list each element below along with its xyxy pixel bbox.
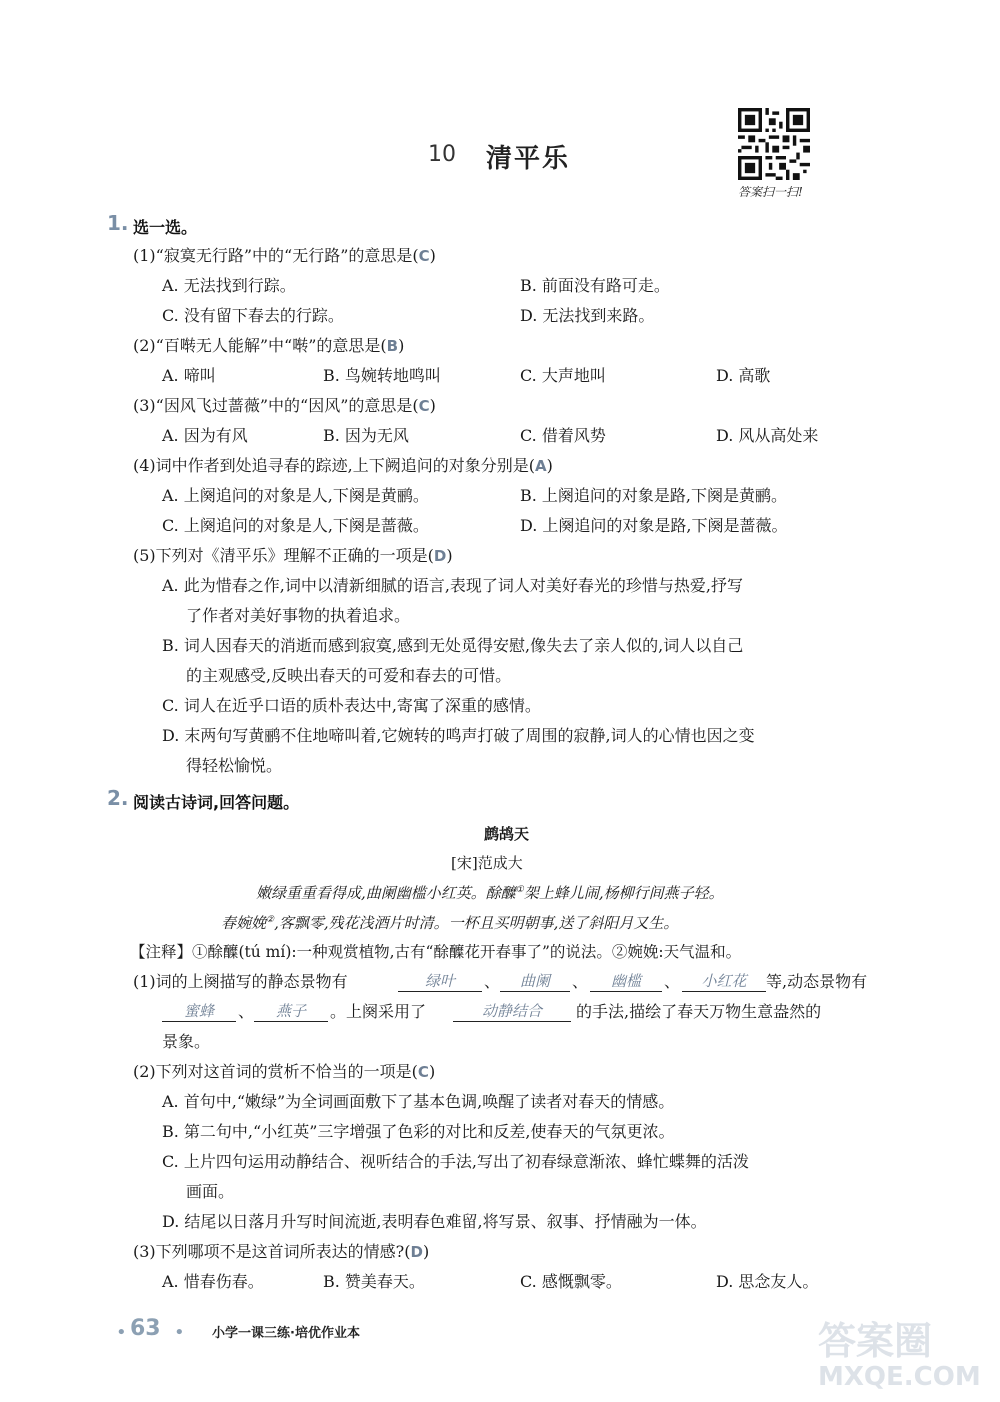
section-2-number: 2. [107,786,129,810]
poem-author: [宋]范成大 [451,854,523,872]
option: C. 没有留下春去的行踪。 [162,306,344,325]
option: D. 风从高处来 [716,426,819,445]
option: A. 上阕追问的对象是人,下阕是黄鹂。 [162,486,429,505]
fill-question-stem-d: 的手法,描绘了春天万物生意盎然的 [576,1002,822,1021]
lesson-number: 10 [428,142,456,167]
poem-title: 鹧鸪天 [484,825,530,843]
separator: 、 [572,972,589,991]
option: B. 上阕追问的对象是路,下阕是黄鹂。 [520,486,788,505]
question-stem-text: (2)“百啭无人能解”中“啭”的意思是( [133,336,387,355]
fill-blank[interactable]: 曲阑 [500,971,570,992]
option-line: D. 末两句写黄鹂不住地啼叫着,它婉转的鸣声打破了周围的寂静,词人的心情也因之变 [162,726,755,745]
option: B. 因为无风 [323,426,409,445]
option-line: A. 此为惜春之作,词中以清新细腻的语言,表现了词人对美好春光的珍惜与热爱,抒写 [162,576,743,595]
option-line: 得轻松愉悦。 [186,756,283,775]
fill-blank[interactable]: 动静结合 [453,1001,571,1022]
lesson-title: 清平乐 [486,144,571,174]
option: B. 鸟婉转地鸣叫 [323,366,441,385]
fill-question-stem-a: (1)词的上阕描写的静态景物有 [133,972,348,991]
separator: 、 [238,1002,255,1021]
poem-line-1 [256,882,724,903]
page-number: 63 [130,1316,161,1341]
option: A. 无法找到行踪。 [162,276,296,295]
option-line: B. 词人因春天的消逝而感到寂寞,感到无处觅得安慰,像失去了亲人似的,词人以自己 [162,636,744,655]
poem-note: 【注释】①酴醾(tú mí):一种观赏植物,古有“酴醾花开春事了”的说法。②婉娩:天气温和。 [130,943,742,961]
answer-mark: D [410,1243,423,1261]
option-line: C. 上片四句运用动静结合、视听结合的手法,写出了初春绿意渐浓、蜂忙蝶舞的活泼 [162,1152,749,1171]
answer-mark: A [535,457,547,475]
qr-caption: 答案扫一扫! [738,185,803,199]
question-1-stem: (1)“寂寞无行路”中的“无行路”的意思是(C) [133,246,436,265]
fill-question-stem-b: 等,动态景物有 [766,972,868,991]
option-line: D. 结尾以日落月升写时间流逝,表明春色难留,将写景、叙事、抒情融为一体。 [162,1212,707,1231]
question-2-2-stem: (2)下列对这首词的赏析不恰当的一项是(C) [133,1062,436,1081]
fill-blank[interactable]: 绿叶 [398,971,482,992]
poem-line-text: ,客飘零,残花浅酒片时清。一杯且买明朝事,送了斜阳月又生。 [274,914,679,932]
question-stem-text: (3)下列哪项不是这首词所表达的情感?( [133,1242,411,1261]
answer-mark: D [433,547,447,565]
option: D. 无法找到来路。 [520,306,655,325]
option-line: 了作者对美好事物的执着追求。 [186,606,411,625]
option-line: B. 第二句中,“小红英”三字增强了色彩的对比和反差,使春天的气氛更浓。 [162,1122,675,1141]
question-stem-text: (2)下列对这首词的赏析不恰当的一项是( [133,1062,418,1081]
option-line: A. 首句中,“嫩绿”为全词画面敷下了基本色调,唤醒了读者对春天的情感。 [162,1092,675,1111]
fill-blank[interactable]: 蜜蜂 [162,1001,236,1022]
poem-line-text: 嫩绿重重看得成,曲阑幽槛小红英。酴醾 [256,884,516,902]
question-stem-text: (1)“寂寞无行路”中的“无行路”的意思是( [133,246,419,265]
footnote-marker: ① [515,885,524,895]
answer-mark: B [386,337,399,355]
separator: 、 [664,972,681,991]
option-line: 画面。 [186,1182,235,1201]
option: A. 因为有风 [162,426,248,445]
question-stem-text: (4)词中作者到处追寻春的踪迹,上下阙追问的对象分别是( [133,456,535,475]
question-4-stem: (4)词中作者到处追寻春的踪迹,上下阙追问的对象分别是(A) [133,456,553,475]
question-stem-text: (5)下列对《清平乐》理解不正确的一项是( [133,546,434,565]
option: B. 前面没有路可走。 [520,276,670,295]
footer-dot-icon: • [174,1322,185,1343]
footnote-marker: ② [266,915,275,925]
answer-mark: C [418,247,430,265]
section-2-title: 阅读古诗词,回答问题。 [133,793,300,812]
qr-code-icon[interactable] [738,108,810,180]
option: D. 上阕追问的对象是路,下阕是蔷薇。 [520,516,788,535]
fill-question-stem-e: 景象。 [162,1032,211,1051]
poem-line-text: 春婉娩 [221,914,267,932]
option: C. 上阕追问的对象是人,下阕是蔷薇。 [162,516,429,535]
question-stem-text: (3)“因风飞过蔷薇”中的“因风”的意思是( [133,396,419,415]
section-1-title: 选一选。 [133,218,198,237]
option: A. 啼叫 [162,366,216,385]
option: C. 借着风势 [520,426,606,445]
option: C. 感慨飘零。 [520,1272,622,1291]
option: B. 赞美春天。 [323,1272,425,1291]
option-line: C. 词人在近乎口语的质朴表达中,寄寓了深重的感情。 [162,696,541,715]
fill-blank[interactable]: 幽槛 [590,971,662,992]
watermark-logo: 答案圈 [818,1319,933,1363]
poem-line-text: 架上蜂儿闹,杨柳行间燕子轻。 [523,884,724,902]
answer-mark: C [417,1063,429,1081]
option: D. 高歌 [716,366,771,385]
footer-dot-icon: • [116,1322,127,1343]
option-line: 的主观感受,反映出春天的可爱和春去的可惜。 [186,666,512,685]
question-2-stem: (2)“百啭无人能解”中“啭”的意思是(B) [133,336,405,355]
question-2-3-stem: (3)下列哪项不是这首词所表达的情感?(D) [133,1242,430,1261]
fill-blank[interactable]: 小红花 [682,971,766,992]
poem-line-2 [221,912,678,933]
section-1-number: 1. [107,211,129,235]
option: A. 惜春伤春。 [162,1272,264,1291]
fill-question-stem-c: 。上阕采用了 [330,1002,427,1021]
fill-blank[interactable]: 燕子 [254,1001,328,1022]
separator: 、 [484,972,501,991]
watermark-url: MXQE.COM [818,1362,981,1392]
answer-mark: C [418,397,430,415]
option: D. 思念友人。 [716,1272,819,1291]
book-title: 小学一课三练·培优作业本 [212,1326,360,1341]
question-5-stem: (5)下列对《清平乐》理解不正确的一项是(D) [133,546,453,565]
option: C. 大声地叫 [520,366,606,385]
question-3-stem: (3)“因风飞过蔷薇”中的“因风”的意思是(C) [133,396,436,415]
